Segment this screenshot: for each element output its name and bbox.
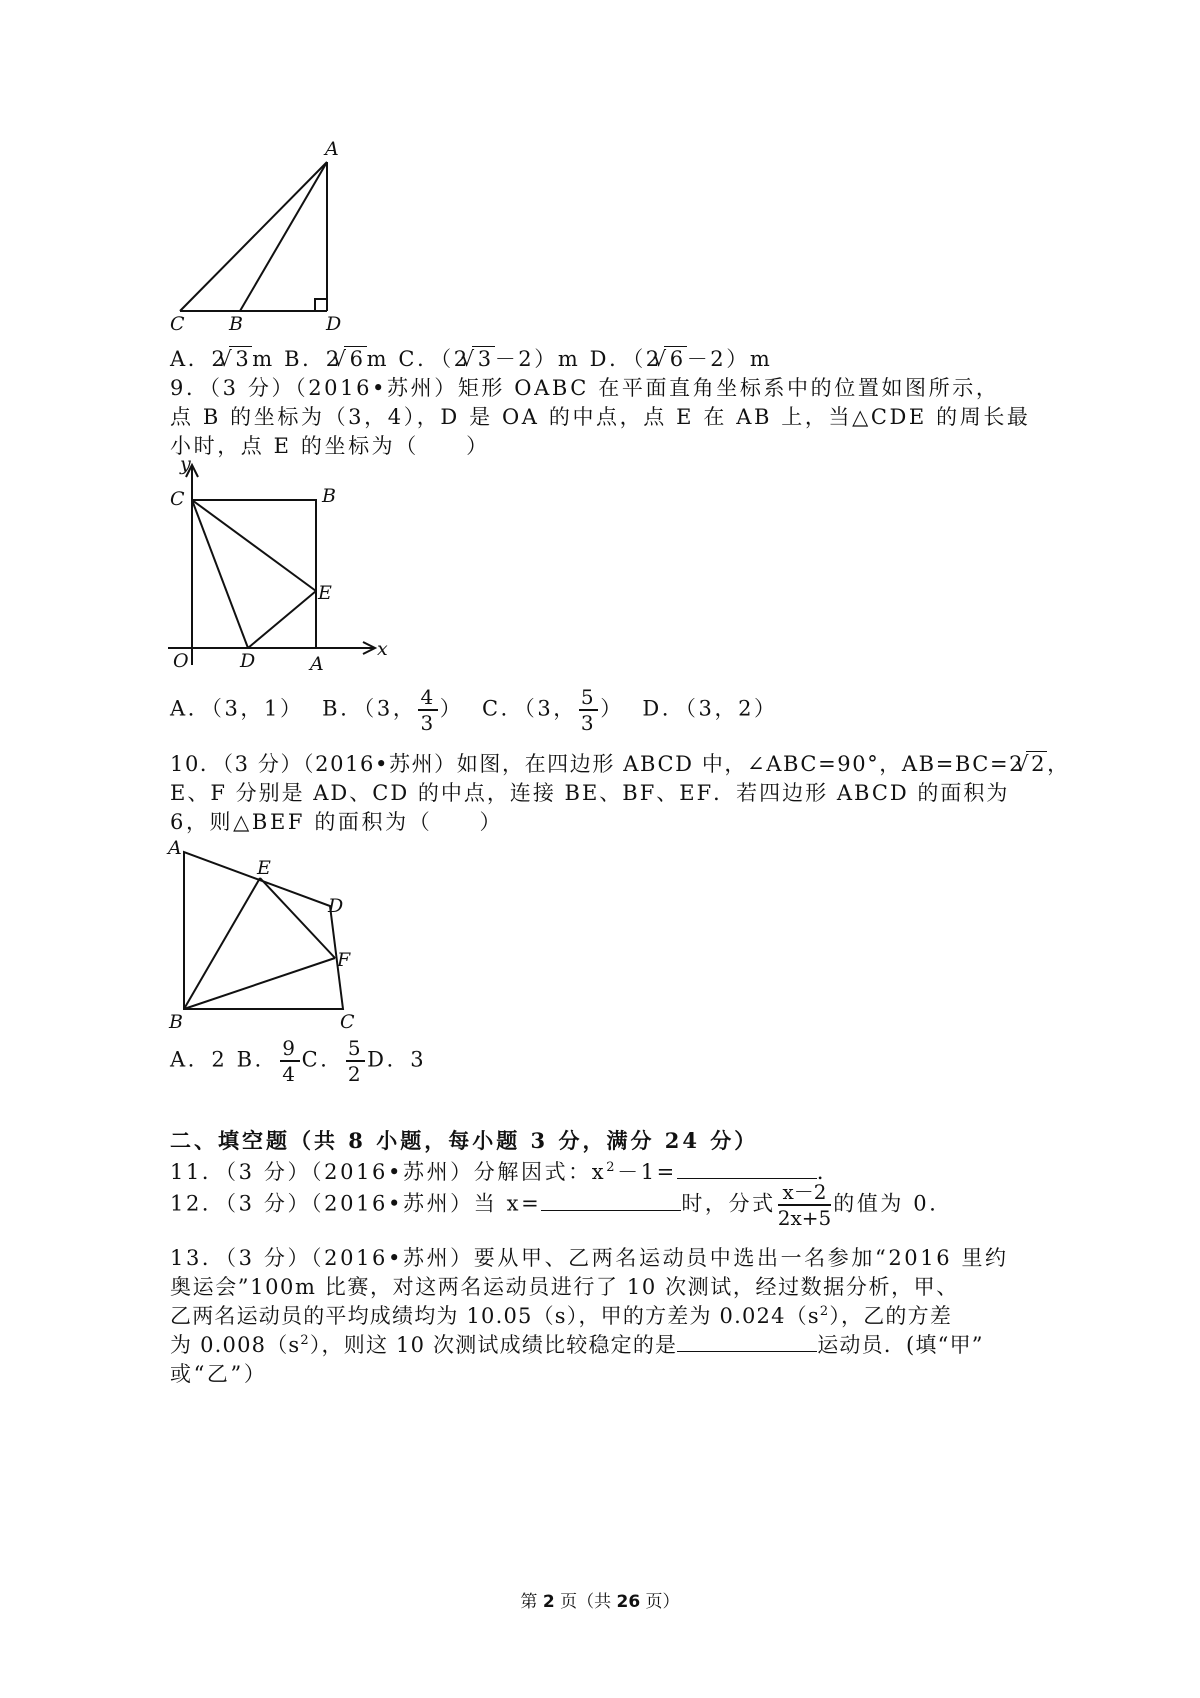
axis-label-x: x [377,638,388,660]
sqrt-b: √ 6 [344,346,367,371]
point-label-B: B [322,485,336,507]
fraction-5-3: $\frac{5}{3}$ [580,685,597,735]
point-label-A: A [168,837,182,859]
fraction-q12: $\frac{x-2}{2x+5}$ [777,1180,832,1230]
point-label-C: C [170,313,185,335]
page-footer: 第 2 页（共 26 页） [520,1592,680,1612]
point-label-A: A [310,653,324,675]
q9-line3: 小时，点 E 的坐标为（ ） [170,434,490,458]
point-label-C: C [340,1011,355,1033]
page-total: 26 [616,1592,641,1612]
q12-answer-blank[interactable] [541,1209,681,1211]
q13-line3: 乙两名运动员的平均成绩均为 10.05（s），甲的方差为 $0.024(s^2)$，乙的方差 [170,1304,953,1328]
figure-q9-rectangle [165,455,395,680]
q13-line5: 或“乙”） [170,1362,268,1386]
q10-options: A．2 B． $\frac{9}{4}$ C． $\frac{5}{2}$ D．3 [170,1036,427,1086]
q10-line3: 6，则△BEF 的面积为（ ） [170,810,504,834]
q9-options: A．（3，1） B．（3， $\frac{4}{3}$ ） C．（3， $\frac{5}{3}$ ） D．（3，2） [170,685,778,735]
point-label-E: E [318,582,332,604]
page-number: 2 [542,1592,555,1612]
point-label-A: A [325,140,339,160]
point-label-E: E [257,857,271,879]
fraction-9-4: $\frac{9}{4}$ [282,1036,298,1086]
sqrt-c: √ 3 [472,346,495,371]
q13-line2: 奥运会”100m 比赛，对这两名运动员进行了 10 次测试，经过数据分析，甲、 [170,1275,959,1299]
q11-answer-blank[interactable] [677,1177,817,1179]
sqrt-a: √ 3 [229,346,252,371]
figure-q8-triangle [170,140,370,340]
figure-q10-quadrilateral [165,830,365,1035]
q9-line1: 9．（3 分）（2016•苏州）矩形 OABC 在平面直角坐标系中的位置如图所示， [170,376,1000,400]
q9-line2: 点 B 的坐标为（3，4），D 是 OA 的中点，点 E 在 AB 上，当△CDE 的周长最 [170,405,1031,429]
q12: 12．（3 分）（2016•苏州）当 x= 时，分式 $\frac{x-2}{2x+5}$ 的值为 0． [170,1180,953,1230]
q13-line1: 13．（3 分）（2016•苏州）要从甲、乙两名运动员中选出一名参加“2016 里约 [170,1246,1009,1270]
q8-options: A．2√ 3m B．2√ 6m C．（2√ 3－2）m D．（2√ 6－2）m [170,343,772,373]
q13-line4: 为 $0.008(s^2)$，则这 10 次测试成绩比较稳定的是 运动员．(填“甲” [170,1333,984,1357]
point-label-C: C [170,488,185,510]
q13-answer-blank[interactable] [677,1350,817,1352]
point-label-O: O [173,650,189,672]
q10-line1: 10．（3 分）（2016•苏州）如图，在四边形 ABCD 中，∠ABC=90°，AB=BC=2√ 2， [170,748,1070,778]
point-label-B: B [229,313,243,335]
point-label-D: D [240,650,256,672]
point-label-D: D [326,313,342,335]
q11: 11．（3 分）（2016•苏州）分解因式：$x^2-1=$ ． [170,1160,841,1184]
sqrt-2: √ 2 [1026,751,1047,776]
fraction-4-3: $\frac{4}{3}$ [420,685,436,735]
point-label-B: B [169,1011,183,1033]
q10-line2: E、F 分别是 AD、CD 的中点，连接 BE、BF、EF．若四边形 ABCD 的面积为 [170,781,1010,805]
point-label-F: F [337,949,351,971]
axis-label-y: y [180,455,191,475]
point-label-D: D [328,895,344,917]
section-heading: 二、填空题（共 8 小题，每小题 3 分，满分 24 分） [170,1128,759,1153]
fraction-5-2: $\frac{5}{2}$ [347,1036,364,1086]
sqrt-d: √ 6 [664,346,687,371]
